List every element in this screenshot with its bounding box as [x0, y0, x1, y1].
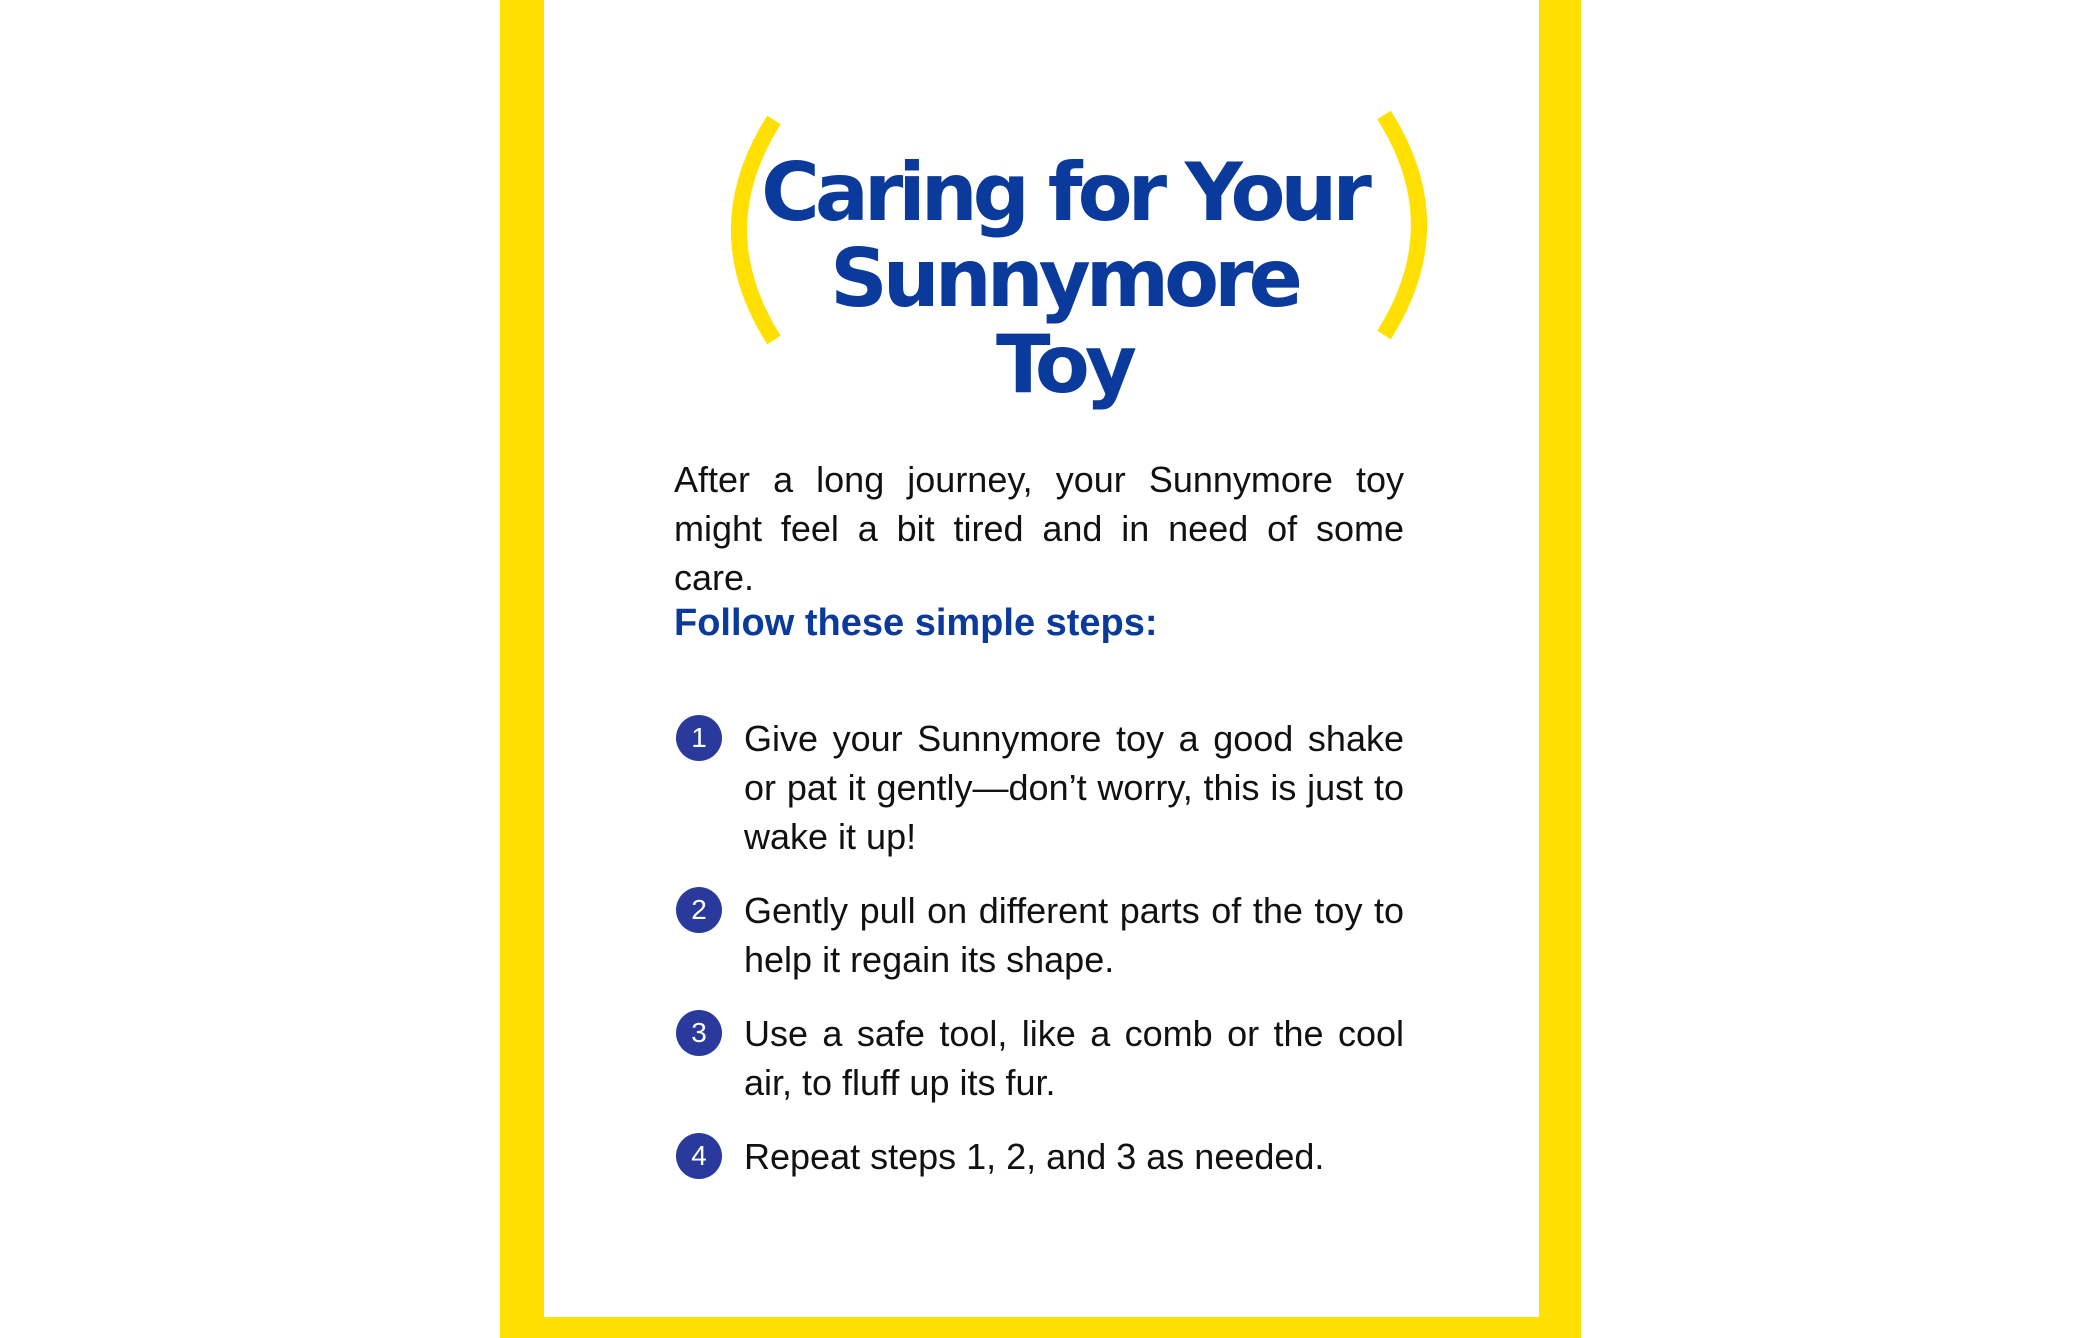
- page-title: [754, 146, 1374, 411]
- steps-list: [674, 714, 1404, 1206]
- step-text: Give your Sunnymore toy a good shake or pat it gently—don’t worry, this is just to wake it up!: [744, 718, 1404, 857]
- title-line-1: Caring for Your: [761, 146, 1367, 239]
- step-text: Repeat steps 1, 2, and 3 as needed.: [744, 1136, 1325, 1177]
- steps-heading: Follow these simple steps:: [674, 602, 1158, 644]
- right-bracket-decoration: [1359, 95, 1439, 355]
- step-item: [674, 714, 1404, 861]
- step-item: [674, 1132, 1404, 1181]
- step-number-badge: 3: [676, 1010, 722, 1056]
- step-number-badge: 2: [676, 887, 722, 933]
- step-text: Gently pull on different parts of the toy to help it regain its shape.: [744, 890, 1404, 980]
- title-line-2: Sunnymore Toy: [830, 232, 1298, 411]
- card-content: [544, 0, 1539, 1317]
- step-number-badge: 1: [676, 715, 722, 761]
- step-item: [674, 886, 1404, 984]
- step-item: [674, 1009, 1404, 1107]
- intro-paragraph: After a long journey, your Sunnymore toy might feel a bit tired and in need of some care.: [674, 459, 1404, 598]
- card-frame: [500, 0, 1581, 1338]
- step-number-badge: 4: [676, 1133, 722, 1179]
- step-text: Use a safe tool, like a comb or the cool air, to fluff up its fur.: [744, 1013, 1404, 1103]
